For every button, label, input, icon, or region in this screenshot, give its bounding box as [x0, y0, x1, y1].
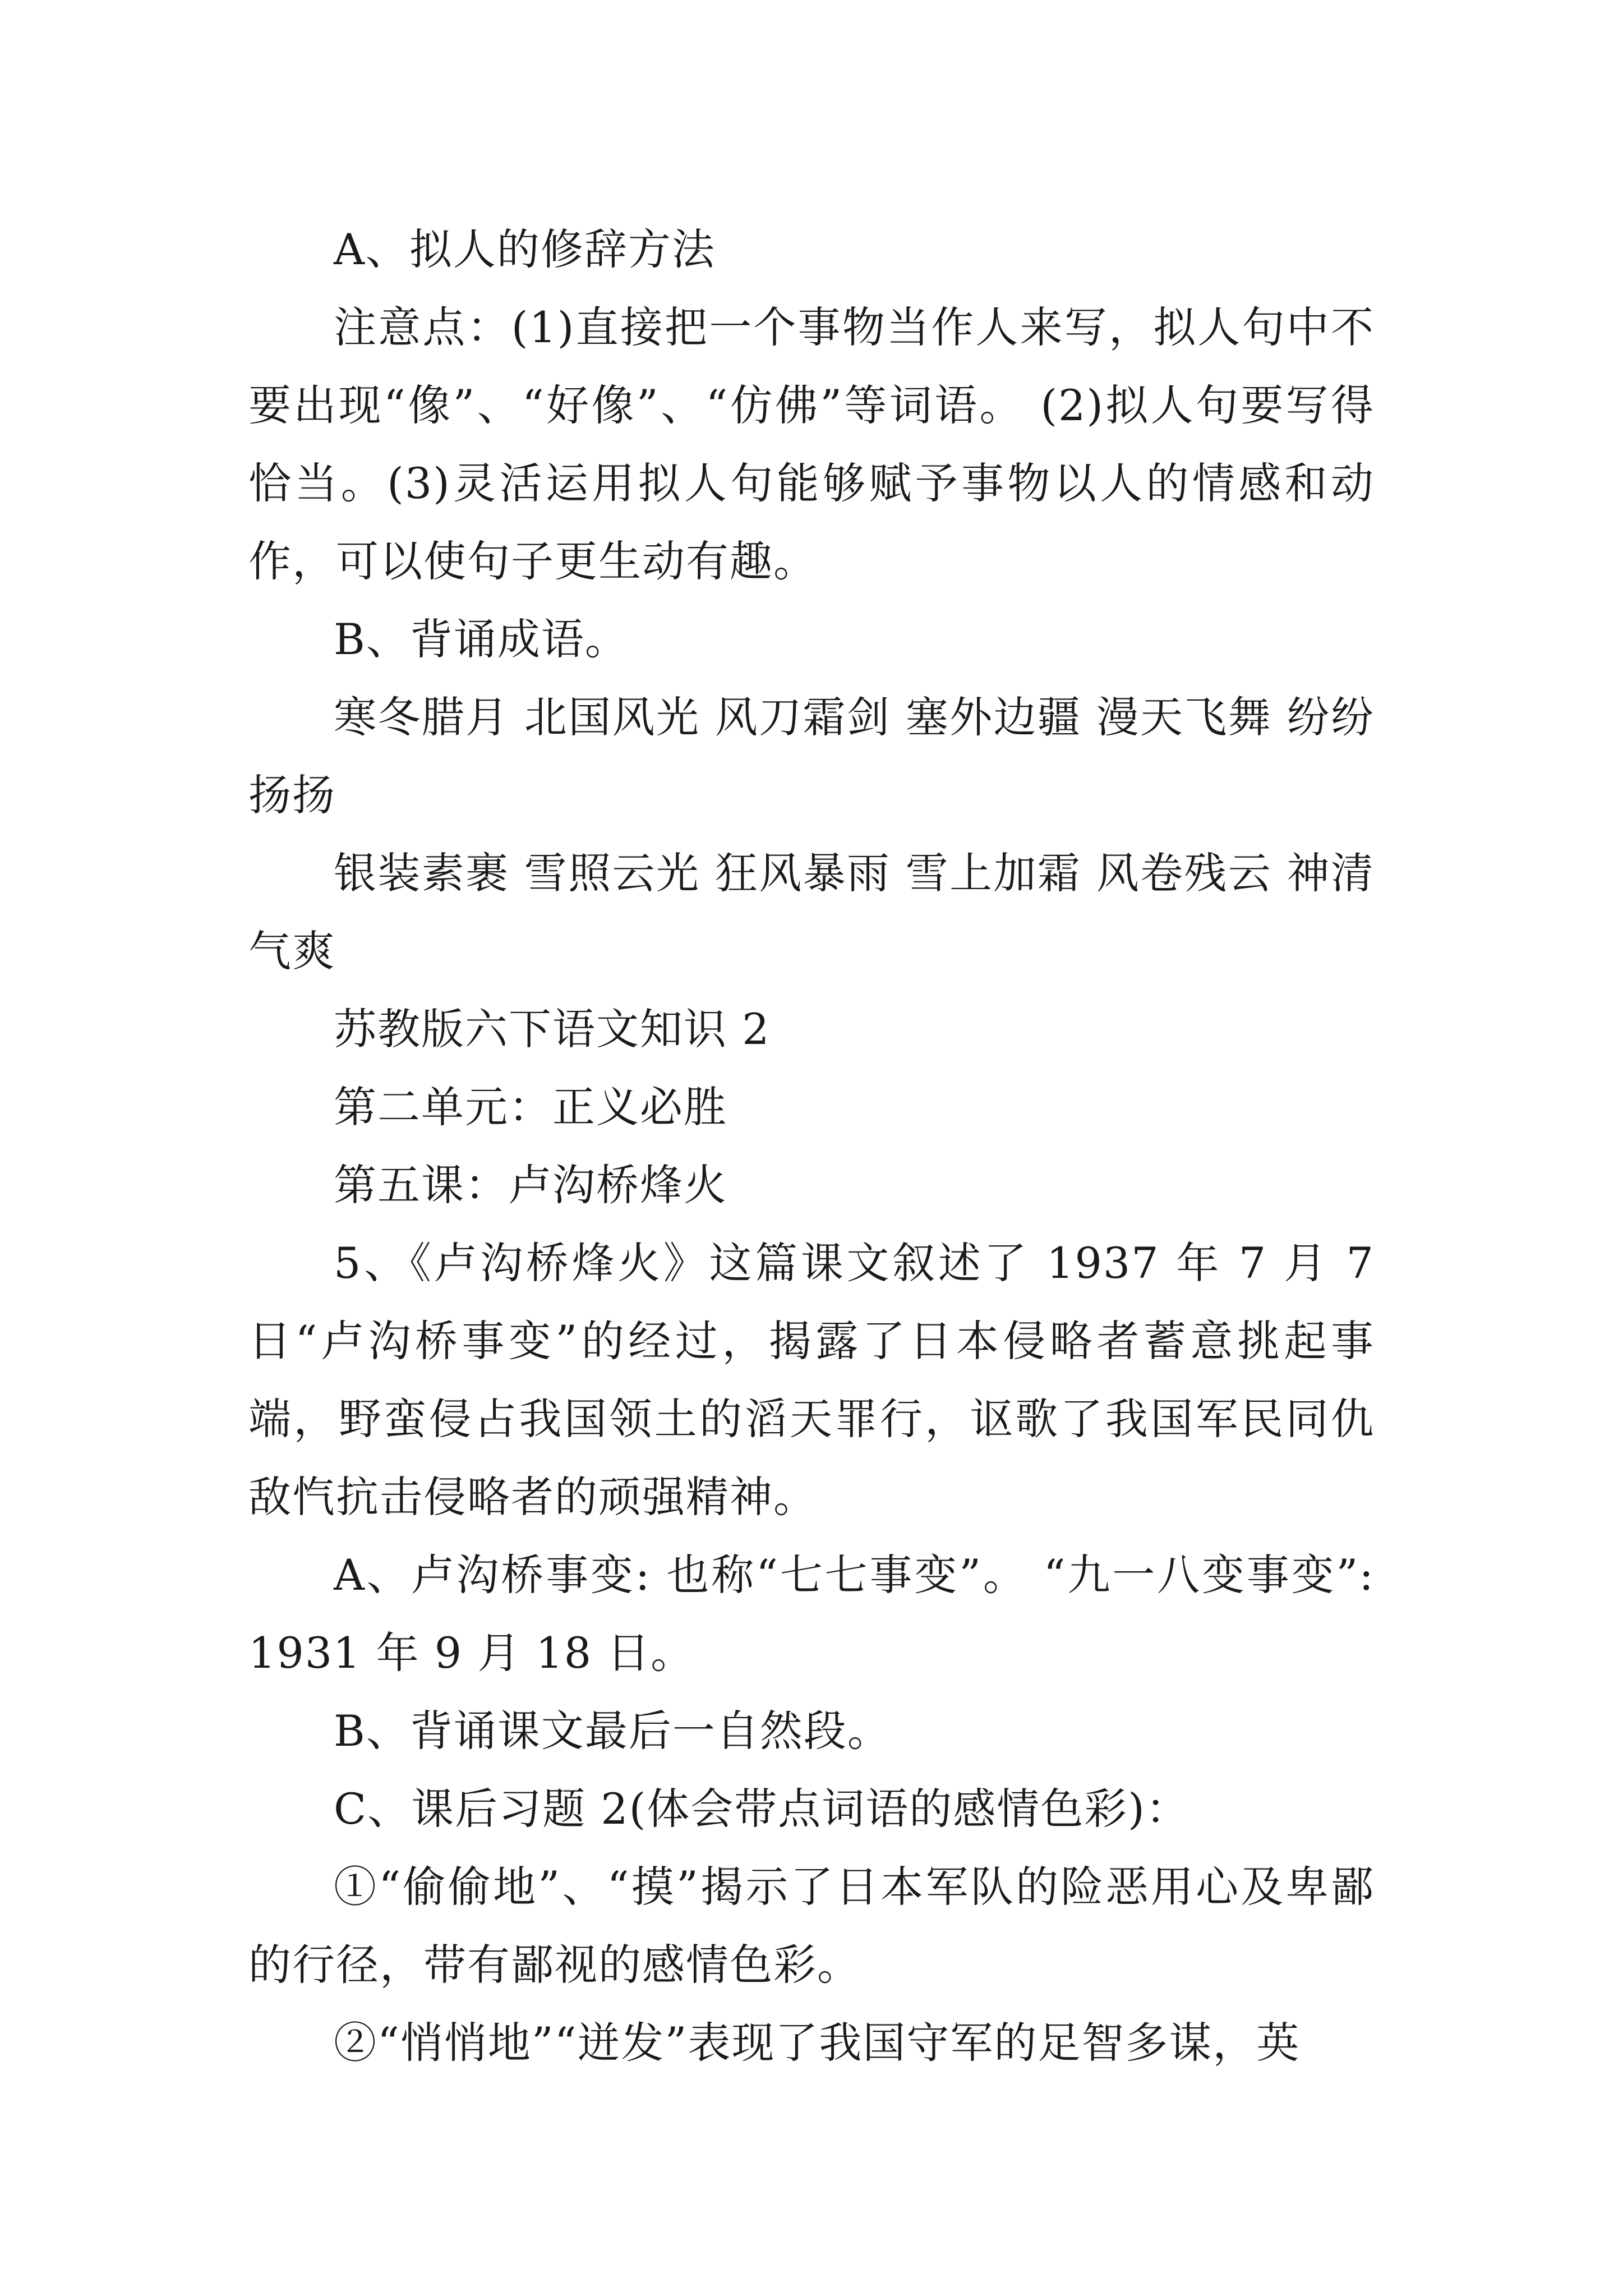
paragraph-recite-idioms-heading: B、背诵成语。: [334, 614, 629, 664]
unit-title: 第二单元：正义必胜: [334, 1082, 727, 1132]
paragraph-notes: 注意点：(1)直接把一个事物当作人来写，拟人句中不要出现“像”、“好像”、“仿佛”等词语。 (2)拟人句要写得恰当。(3)灵活运用拟人句能够赋予事物以人的情感和动作，可以使句子更生动有趣。: [248, 302, 1375, 586]
paragraph-exercise-heading: C、课后习题 2(体会带点词语的感情色彩)：: [334, 1784, 1189, 1834]
paragraph-incident-note: A、卢沟桥事变: 也称“七七事变”。 “九一八变事变”: 1931 年 9 月 18 日。: [248, 1550, 1390, 1678]
paragraph-idioms-line-2: 银装素裹 雪照云光 狂风暴雨 雪上加霜 风卷残云 神清气爽: [248, 848, 1375, 976]
paragraph-lesson-summary: 5、《卢沟桥烽火》这篇课文叙述了 1937 年 7 月 7 日“卢沟桥事变”的经过，揭露了日本侵略者蓄意挑起事端，野蛮侵占我国领土的滔天罪行，讴歌了我国军民同仇敌忾抗击侵略者的顽强精神。: [248, 1238, 1390, 1522]
paragraph-idioms-line-1: 寒冬腊月 北国风光 风刀霜剑 塞外边疆 漫天飞舞 纷纷扬扬: [248, 692, 1375, 820]
paragraph-personification-heading: A、拟人的修辞方法: [334, 224, 716, 274]
paragraph-exercise-item-1: ①“偷偷地”、“摸”揭示了日本军队的险恶用心及卑鄙的行径，带有鄙视的感情色彩。: [248, 1862, 1375, 1990]
paragraph-recite-text: B、背诵课文最后一自然段。: [334, 1706, 891, 1756]
lesson-title: 第五课：卢沟桥烽火: [334, 1160, 727, 1210]
paragraph-exercise-item-2: ②“悄悄地”“迸发”表现了我国守军的足智多谋，英: [334, 2018, 1301, 2068]
section-title: 苏教版六下语文知识 2: [334, 1004, 771, 1054]
body-text: [248, 210, 1390, 2082]
